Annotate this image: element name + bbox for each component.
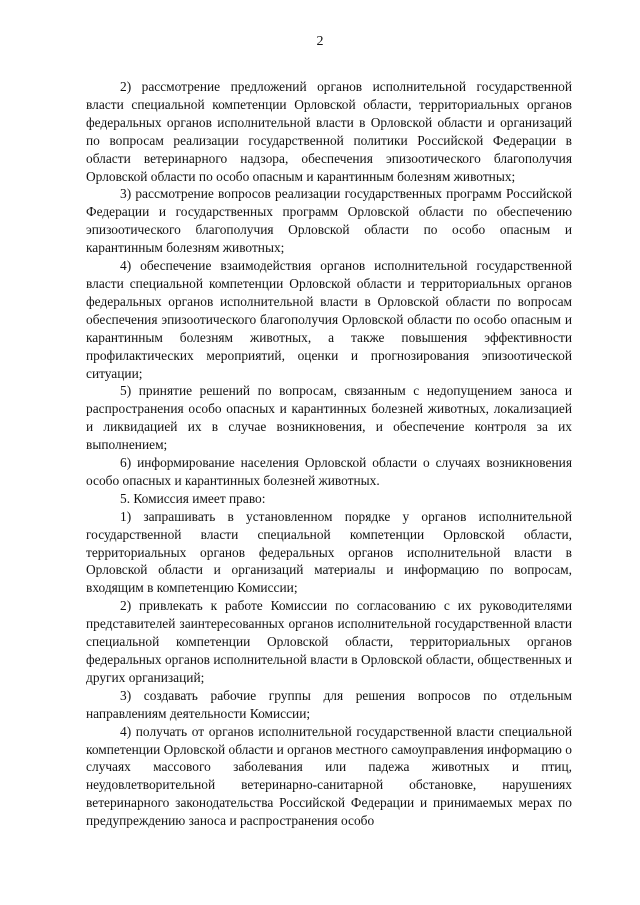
- page-number: 2: [316, 34, 324, 49]
- paragraph-item-6: 6) информирование населения Орловской области о случаях возникновения особо опасных и карантинных болезней животных.: [86, 455, 572, 488]
- paragraph-item-2: 2) рассмотрение предложений органов исполнительной государственной власти специальной компетенции Орловской области, территориальных органов федеральных органов исполнительной власти в Орловской области и организаций по вопросам реализации государственной политики Российской Федерации в области ветеринарного надзора, обеспечения эпизоотического благополучия Орловской области по особо опасным и карантинным болезням животных;: [86, 79, 572, 184]
- section-heading-commission-rights: 5. Комиссия имеет право:: [120, 490, 266, 506]
- paragraph-item-5: 5) принятие решений по вопросам, связанным с недопущением заноса и распространения особо опасных и карантинных болезней животных, локализацией и ликвидацией их в случае возникновения, и обеспечение контроля за их выполнением;: [86, 383, 572, 453]
- paragraph-item-4: 4) обеспечение взаимодействия органов исполнительной государственной власти специальной компетенции Орловской области и территориальных органов федеральных органов исполнительной власти в Орловской области по вопросам обеспечения эпизоотического благополучия Орловской области по особо опасным и карантинным болезням животных, а также повышения эффективности профилактических мероприятий, оценки и прогнозирования эпизоотической ситуации;: [86, 258, 572, 381]
- right-item-2: 2) привлекать к работе Комиссии по согласованию с их руководителями представителей заинтересованных органов исполнительной государственной власти специальной компетенции Орловской области, территориальных органов федеральных органов исполнительной власти в Орловской области, общественных и других организаций;: [86, 598, 572, 685]
- right-item-4: 4) получать от органов исполнительной государственной власти специальной компетенции Орловской области и органов местного самоуправления информацию о случаях массового заболевания или падежа животных и птиц, неудовлетворительной ветеринарно-санитарной обстановке, нарушениях ветеринарного законодательства Российской Федерации и принимаемых мерах по предупреждению заноса и распространения особо: [86, 723, 572, 829]
- right-item-3: 3) создавать рабочие группы для решения вопросов по отдельным направлениям деятельности Комиссии;: [86, 687, 572, 721]
- paragraph-item-3: 3) рассмотрение вопросов реализации государственных программ Российской Федерации и государственных программ Орловской области по обеспечению эпизоотического благополучия Орловской области по особо опасным и карантинным болезням животных;: [86, 186, 572, 256]
- document-body: [86, 78, 572, 830]
- right-item-1: 1) запрашивать в установленном порядке у органов исполнительной государственной власти специальной компетенции Орловской области, территориальных органов федеральных органов исполнительной власти в Орловской области и организаций материалы и информацию по вопросам, входящим в компетенцию Комиссии;: [86, 508, 572, 596]
